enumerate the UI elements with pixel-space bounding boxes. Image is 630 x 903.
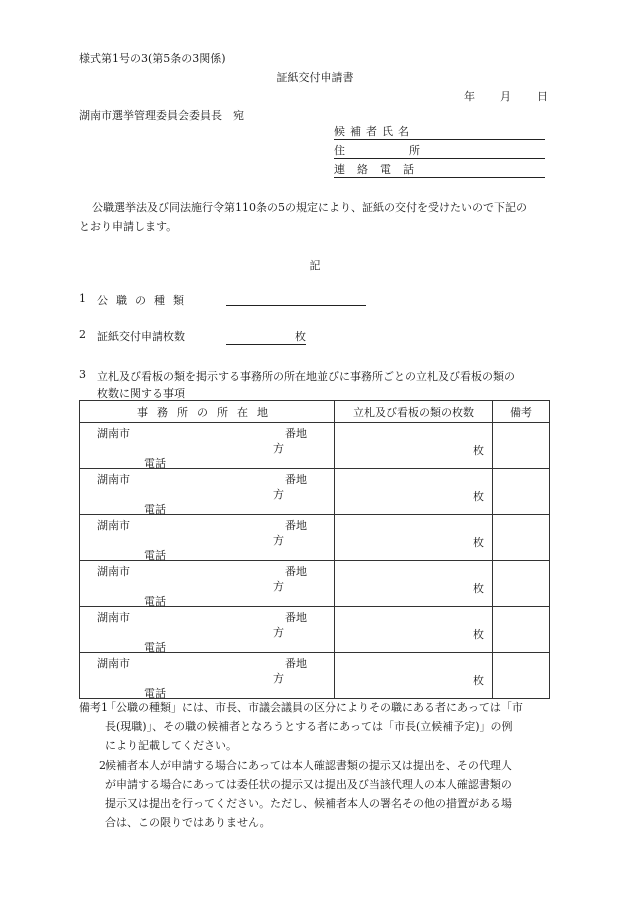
phone-label: 電話 (144, 549, 166, 562)
item3-line-1: 立札及び看板の類を掲示する事務所の所在地並びに事務所ごとの立札及び看板の類の (97, 370, 515, 383)
note-label: 備考1 (79, 701, 108, 714)
city-label: 湖南市 (97, 657, 130, 670)
phone-label: 電話 (144, 687, 166, 700)
table-row (80, 561, 550, 607)
count-unit: 枚 (473, 536, 484, 549)
office-location-cell (80, 423, 335, 469)
phone-label: 連絡電話 (334, 163, 426, 176)
remarks-cell (493, 423, 550, 469)
remarks-cell (493, 653, 550, 699)
item2-number: 2 (79, 328, 86, 341)
item2-blank-line (226, 328, 306, 345)
note2-line: 提示又は提出を行ってください。ただし、候補者本人の署名その他の措置がある場 (105, 797, 512, 810)
banchi-label: 番地 (285, 611, 307, 624)
intro-line-1: 公職選挙法及び同法施行令第110条の5の規定により、証紙の交付を受けたいので下記の (92, 201, 527, 214)
office-location-cell (80, 469, 335, 515)
count-unit: 枚 (473, 444, 484, 457)
table-row (80, 423, 550, 469)
ki-heading: 記 (309, 259, 321, 272)
phone-label: 電話 (144, 595, 166, 608)
sign-count-cell (335, 607, 493, 653)
phone-field (334, 161, 545, 178)
sign-count-cell (335, 515, 493, 561)
city-label: 湖南市 (97, 519, 130, 532)
kata-label: 方 (273, 534, 284, 547)
table-row (80, 607, 550, 653)
count-unit: 枚 (473, 490, 484, 503)
banchi-label: 番地 (285, 519, 307, 532)
addressee: 湖南市選挙管理委員会委員長 宛 (79, 109, 244, 122)
sign-count-cell (335, 469, 493, 515)
office-location-cell (80, 607, 335, 653)
office-location-cell (80, 653, 335, 699)
phone-label: 電話 (144, 457, 166, 470)
note-1 (79, 698, 554, 755)
note2-line: 合は、この限りではありません。 (105, 816, 271, 829)
sign-count-cell (335, 653, 493, 699)
kata-label: 方 (273, 672, 284, 685)
item2-unit: 枚 (295, 330, 306, 343)
count-unit: 枚 (473, 628, 484, 641)
kata-label: 方 (273, 488, 284, 501)
item2-label: 証紙交付申請枚数 (97, 330, 185, 343)
banchi-label: 番地 (285, 473, 307, 486)
remarks-cell (493, 469, 550, 515)
header-office-location: 事務所の所在地 (80, 401, 335, 423)
note2-line: が申請する場合にあっては委任状の提示又は提出及び当該代理人の本人確認書類の (105, 778, 512, 791)
kata-label: 方 (273, 626, 284, 639)
office-location-cell (80, 515, 335, 561)
header-remarks: 備考 (493, 401, 550, 423)
date-day: 日 (537, 90, 548, 103)
form-number: 様式第1号の3(第5条の3関係) (79, 52, 226, 65)
count-unit: 枚 (473, 674, 484, 687)
item1-label: 公職の種類 (97, 294, 192, 307)
table-row (80, 653, 550, 699)
banchi-label: 番地 (285, 565, 307, 578)
city-label: 湖南市 (97, 427, 130, 440)
office-table (79, 400, 550, 699)
remarks-cell (493, 515, 550, 561)
candidate-name-field (334, 123, 545, 140)
city-label: 湖南市 (97, 565, 130, 578)
phone-label: 電話 (144, 641, 166, 654)
phone-label: 電話 (144, 503, 166, 516)
date-month: 月 (500, 90, 511, 103)
note1-line: 長(現職)」、その職の候補者となろうとする者にあっては「市長(立候補予定)」の例 (105, 720, 513, 733)
item3-number: 3 (79, 368, 86, 381)
candidate-name-label: 候補者氏名 (334, 125, 414, 138)
sign-count-cell (335, 561, 493, 607)
header-sign-count: 立札及び看板の類の枚数 (335, 401, 493, 423)
banchi-label: 番地 (285, 427, 307, 440)
note2-number: 2 (99, 759, 106, 772)
city-label: 湖南市 (97, 611, 130, 624)
office-location-cell (80, 561, 335, 607)
count-unit: 枚 (473, 582, 484, 595)
address-label: 住 所 (334, 144, 434, 157)
note1-line: 「公職の種類」には、市長、市議会議員の区分によりその職にある者にあっては「市 (105, 701, 523, 714)
remarks-cell (493, 561, 550, 607)
item3-line-2: 枚数に関する事項 (97, 387, 185, 400)
kata-label: 方 (273, 580, 284, 593)
banchi-label: 番地 (285, 657, 307, 670)
note-2 (79, 756, 554, 832)
table-row (80, 515, 550, 561)
intro-line-2: とおり申請します。 (79, 220, 178, 233)
note2-line: 候補者本人が申請する場合にあっては本人確認書類の提示又は提出を、その代理人 (105, 759, 512, 772)
sign-count-cell (335, 423, 493, 469)
note1-line: により記載してください。 (105, 739, 237, 752)
date-year: 年 (464, 90, 475, 103)
address-field (334, 142, 545, 159)
item1-number: 1 (79, 292, 86, 305)
table-header-row (80, 401, 550, 423)
form-title: 証紙交付申請書 (276, 71, 354, 84)
table-row (80, 469, 550, 515)
kata-label: 方 (273, 442, 284, 455)
item1-blank-line (226, 292, 366, 306)
city-label: 湖南市 (97, 473, 130, 486)
remarks-cell (493, 607, 550, 653)
